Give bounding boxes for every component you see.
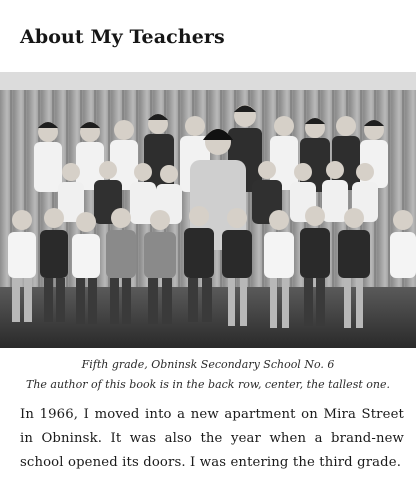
photo-caption-line2: The author of this book is in the back row, center, the tallest one. bbox=[26, 378, 390, 391]
photo-caption-line1: Fifth grade, Obninsk Secondary School No. 6 bbox=[81, 358, 335, 371]
section-heading: About My Teachers bbox=[20, 26, 225, 48]
body-paragraph: In 1966, I moved into a new apartment on Mira Street in Obninsk. It was also the year when a brand-new school opened its doors. I was entering the third grade. bbox=[20, 407, 404, 470]
class-photo bbox=[0, 72, 416, 348]
